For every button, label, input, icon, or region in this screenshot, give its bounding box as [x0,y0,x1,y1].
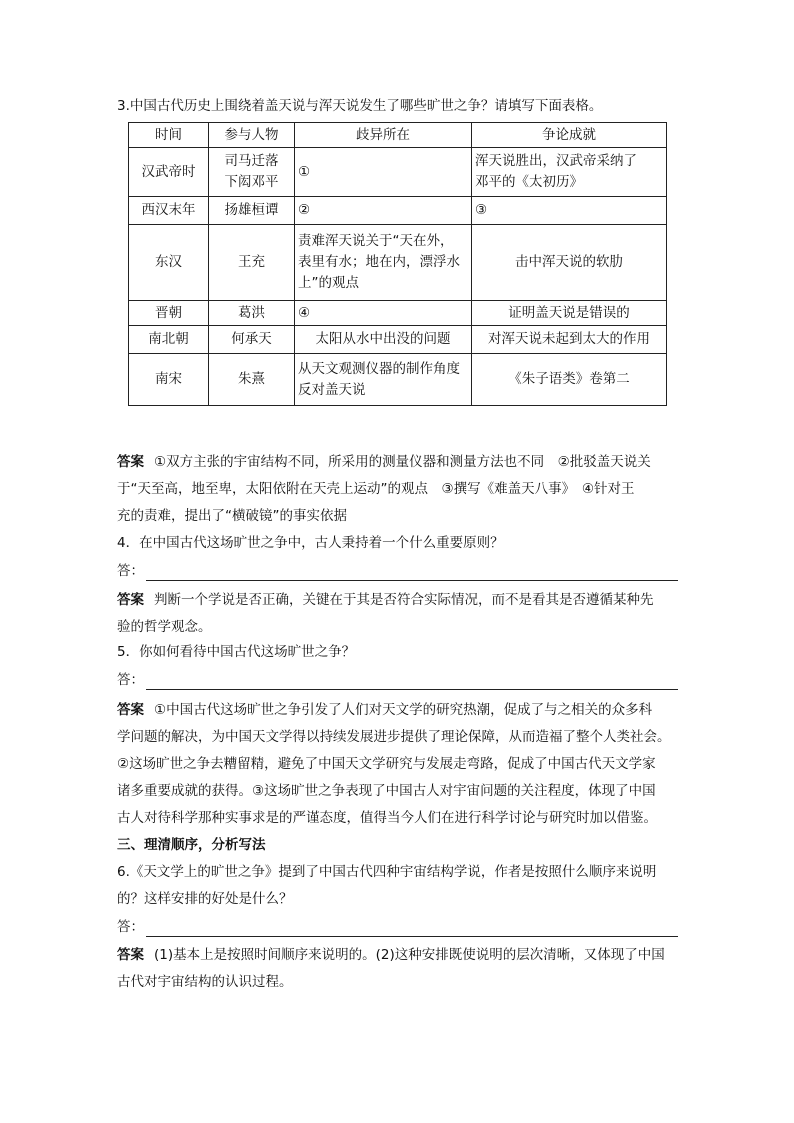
answer-label: 答案 [117,702,144,718]
answer-input-6[interactable] [117,917,679,937]
cell-people: 扬雄桓谭 [209,197,295,225]
answer-label: 答案 [117,592,144,608]
cell-achievement: 击中浑天说的软肋 [472,225,667,301]
table-row [129,301,667,326]
answer-input-4[interactable] [117,561,679,581]
answer-3-line [117,452,679,472]
table-row [129,326,667,354]
answer-text: ①双方主张的宇宙结构不同，所采用的测量仪器和测量方法也不同 ②批驳盖天说关 [154,454,651,470]
answer-4-line: 验的哲学观念。 [117,619,212,635]
table-row [129,197,667,225]
cell-people: 何承天 [209,326,295,354]
answer-text: ①中国古代这场旷世之争引发了人们对天文学的研究热潮，促成了与之相关的众多科 [154,702,653,718]
cell-difference-line: 上”的观点 [298,275,359,291]
cell-people: 王充 [209,225,295,301]
answer-blank-line[interactable] [146,566,678,581]
cell-difference-line: 从天文观测仪器的制作角度 [298,360,460,377]
answer-text: (1)基本上是按照时间顺序来说明的。(2)这种安排既使说明的层次清晰，又体现了中国 [154,947,665,963]
header-difference: 歧异所在 [295,123,472,148]
question-6: 的？这样安排的好处是什么？ [117,891,293,907]
question-5: 5．你如何看待中国古代这场旷世之争？ [117,644,356,660]
answer-prompt: 答： [117,563,144,579]
header-achievement: 争论成就 [472,123,667,148]
cell-difference [295,354,472,406]
answer-5-line: 学问题的解决，为中国天文学得以持续发展进步提供了理论保障，从而造福了整个人类社会。 [117,729,671,745]
cell-people: 朱熹 [209,354,295,406]
cell-difference: 太阳从水中出没的问题 [295,326,472,354]
section-heading: 三、理清顺序，分析写法 [117,837,266,853]
table-row [129,148,667,197]
cell-achievement: 《朱子语类》卷第二 [472,354,667,406]
cell-achievement-line: 浑天说胜出，汉武帝采纳了 [475,153,637,169]
answer-5-line: 诸多重要成就的获得。③这场旷世之争表现了中国古人对宇宙问题的关注程度，体现了中国 [117,783,656,799]
cell-people-line: 司马迁落 [224,153,279,169]
cell-difference: ① [295,148,472,197]
cell-difference-line: 反对盖天说 [298,381,366,398]
cell-achievement: 对浑天说未起到太大的作用 [472,326,667,354]
table-row [129,354,667,406]
answer-5-line [117,700,679,720]
cell-achievement-line: 邓平的《太初历》 [475,174,583,190]
answer-text: 判断一个学说是否正确，关键在于其是否符合实际情况，而不是看其是否遵循某种先 [154,592,654,608]
question-6: 6.《天文学上的旷世之争》提到了中国古代四种宇宙结构学说，作者是按照什么顺序来说明 [117,864,657,880]
answer-6-line [117,945,679,965]
answer-input-5[interactable] [117,670,679,690]
cell-difference: ② [295,197,472,225]
answer-blank-line[interactable] [146,922,678,937]
question-4: 4．在中国古代这场旷世之争中，古人秉持着一个什么重要原则？ [117,535,504,551]
header-time: 时间 [129,123,209,148]
answer-5-line: 古人对待科学那种实事求是的严谨态度，值得当今人们在进行科学讨论与研究时加以借鉴。 [117,810,657,826]
cell-time: 西汉末年 [129,197,209,225]
cell-achievement: ③ [472,197,667,225]
cell-time: 南宋 [129,354,209,406]
debate-table [128,122,667,406]
header-people: 参与人物 [209,123,295,148]
answer-blank-line[interactable] [146,675,678,690]
answer-5-line: ②这场旷世之争去糟留精，避免了中国天文学研究与发展走弯路，促成了中国古代天文学家 [117,756,656,772]
cell-people [209,148,295,197]
answer-label: 答案 [117,947,144,963]
answer-3-line: 于“天至高，地至卑，太阳依附在天壳上运动”的观点 ③撰写《难盖天八事》 ④针对王 [117,481,635,497]
answer-prompt: 答： [117,919,144,935]
answer-3-line: 充的责难，提出了“横破镜”的事实依据 [117,508,347,524]
table-header-row [129,123,667,148]
cell-time: 晋朝 [129,301,209,326]
cell-people: 葛洪 [209,301,295,326]
cell-people-line: 下闳邓平 [224,174,279,190]
cell-difference-line: 责难浑天说关于“天在外， [298,233,454,249]
answer-4-line [117,590,679,610]
cell-achievement: 证明盖天说是错误的 [472,301,667,326]
cell-difference: ④ [295,301,472,326]
question-3: 3.中国古代历史上围绕着盖天说与浑天说发生了哪些旷世之争？请填写下面表格。 [117,98,603,114]
cell-time: 南北朝 [129,326,209,354]
cell-difference [295,225,472,301]
answer-label: 答案 [117,454,144,470]
cell-time: 汉武帝时 [129,148,209,197]
table-row [129,225,667,301]
cell-time: 东汉 [129,225,209,301]
cell-difference-line: 表里有水；地在内，漂浮水 [298,254,460,270]
answer-6-line: 古代对宇宙结构的认识过程。 [117,974,293,990]
cell-achievement [472,148,667,197]
answer-prompt: 答： [117,672,144,688]
